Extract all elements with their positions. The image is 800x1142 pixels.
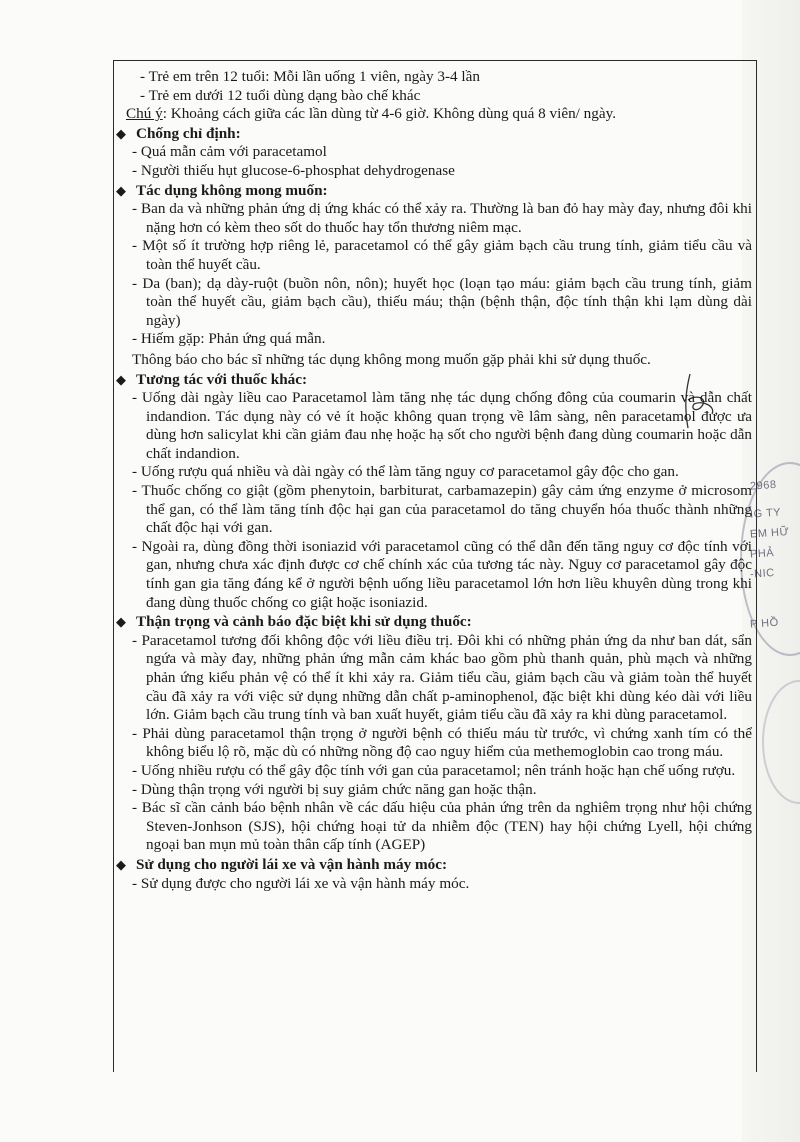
diamond-bullet-icon: ◆ [116,614,126,630]
diamond-bullet-icon: ◆ [116,125,126,141]
precaution-item: - Phải dùng paracetamol thận trọng ở người bệnh có thiếu máu từ trước, vì chứng xanh tím có thể không biểu lộ rõ, mặc dù có những nồng độ cao nguy hiểm của methemoglobin cao trong máu. [132,724,752,761]
side-effect-item: - Hiếm gặp: Phản ứng quá mẫn. [132,330,326,348]
stamp-text-3: EM HỮ [749,525,790,541]
precaution-item: - Uống nhiều rượu có thể gây độc tính với gan của paracetamol; nên tránh hoặc hạn chế uống rượu. [132,761,736,779]
side-effects-notice: Thông báo cho bác sĩ những tác dụng không mong muốn gặp phải khi sử dụng thuốc. [132,350,651,368]
stamp-text-2: IG TY [749,506,782,521]
leaflet-content [116,68,752,893]
dosage-line-1: - Trẻ em trên 12 tuổi: Mỗi lần uống 1 viên, ngày 3-4 lần [140,68,480,85]
contraindications-heading: ◆ Chống chỉ định: [116,124,241,142]
interaction-item: - Uống rượu quá nhiều và dài ngày có thể làm tăng nguy cơ paracetamol gây độc cho gan. [132,463,679,481]
diamond-bullet-icon: ◆ [116,371,126,387]
precaution-item: - Bác sĩ cần cảnh báo bệnh nhân về các dấu hiệu của phản ứng trên da nghiêm trọng như hội chứng Steven-Jonhson (SJS), hội chứng hoại tử da nhiễm độc (TEN) hay hội chứng Lyell, hội chứng ngoại ban mụn mủ toàn thân cấp tính (AGEP) [132,799,752,854]
contraindication-item: - Người thiếu hụt glucose-6-phosphat dehydrogenase [132,161,455,179]
driving-heading: ◆ Sử dụng cho người lái xe và vận hành máy móc: [116,855,448,873]
stamp-text-4: PHẢ [749,547,775,561]
interaction-item: - Ngoài ra, dùng đồng thời isoniazid với paracetamol cũng có thể dẫn đến tăng nguy cơ độc tính với gan, nhưng chưa xác định được cơ chế chính xác của tương tác này. Nguy cơ paracetamol gây độc tính gan gia tăng đáng kể ở người bệnh uống liều paracetamol lớn hơn liều khuyên dùng trong khi đang dùng thuốc chống co giật hoặc isoniazid. [132,537,752,611]
interactions-heading: ◆ Tương tác với thuốc khác: [116,370,308,388]
contraindication-item: - Quá mẫn cảm với paracetamol [132,143,327,161]
driving-item: - Sử dụng được cho người lái xe và vận hành máy móc. [132,874,470,892]
note-label: Chú ý [126,105,163,123]
stamp-text-1: 2968 [749,478,777,493]
stamp-text-6: P HỒ [749,616,780,631]
diamond-bullet-icon: ◆ [116,182,126,198]
stamp-text-5: -NIC [749,566,776,581]
dosage-line-2: - Trẻ em dưới 12 tuổi dùng dạng bào chế khác [140,86,421,104]
note-text: : Khoảng cách giữa các lần dùng từ 4-6 giờ. Không dùng quá 8 viên/ ngày. [162,105,617,123]
side-effects-heading: ◆ Tác dụng không mong muốn: [116,181,328,199]
diamond-bullet-icon: ◆ [116,856,126,872]
precaution-item: - Dùng thận trọng với người bị suy giảm chức năng gan hoặc thận. [132,780,537,798]
side-effect-item: - Ban da và những phản ứng dị ứng khác có thể xảy ra. Thường là ban đỏ hay mày đay, nhưng đôi khi nặng hơn có kèm theo sốt do thuốc hay tổn thương niêm mạc. [132,200,752,236]
dosage-note [126,105,752,124]
side-effect-item: - Da (ban); dạ dày-ruột (buồn nôn, nôn); huyết học (loạn tạo máu: giảm bạch cầu trung tính, giảm toàn thể huyết cầu, giảm bạch cầu), thiếu máu; thận (bệnh thận, độc tính thận khi lạm dùng dài ngày) [132,274,752,329]
side-effect-item: - Một số ít trường hợp riêng lẻ, paracetamol có thể gây giảm bạch cầu trung tính, giảm tiểu cầu và toàn thể huyết cầu. [132,237,752,273]
interaction-item: - Thuốc chống co giật (gồm phenytoin, barbiturat, carbamazepin) gây cảm ứng enzyme ở microsom thể gan, có thể làm tăng tính độc hại gan của paracetamol do tăng chuyển hóa thuốc thành những chất độc hại với gan. [132,482,752,537]
interaction-item: - Uống dài ngày liều cao Paracetamol làm tăng nhẹ tác dụng chống đông của coumarin và dẫn chất indandion. Tác dụng này có vẻ ít hoặc không quan trọng về lâm sàng, nên paracetamol được ưa dùng hơn salicylat khi cần giảm đau nhẹ hoặc hạ sốt cho người bệnh đang dùng coumarin hoặc dẫn chất indandion. [132,389,752,462]
precaution-item: - Paracetamol tương đối không độc với liều điều trị. Đôi khi có những phản ứng da như ban dát, sẩn ngứa và mày đay, những phản ứng mẫn cảm khác bao gồm phù thanh quản, phù mạch và những phản ứng kiểu phản vệ có thể ít khi xảy ra. Giảm tiểu cầu, giảm bạch cầu và giảm toàn thể huyết cầu đã xảy ra với việc sử dụng những dẫn chất p-aminophenol, đặc biệt khi dùng kéo dài với liều lớn. Giảm bạch cầu trung tính và ban xuất huyết, giảm tiểu cầu đã xảy ra khi dùng paracetamol. [132,631,752,724]
precautions-heading: ◆ Thận trọng và cảnh báo đặc biệt khi sử dụng thuốc: [116,613,472,631]
